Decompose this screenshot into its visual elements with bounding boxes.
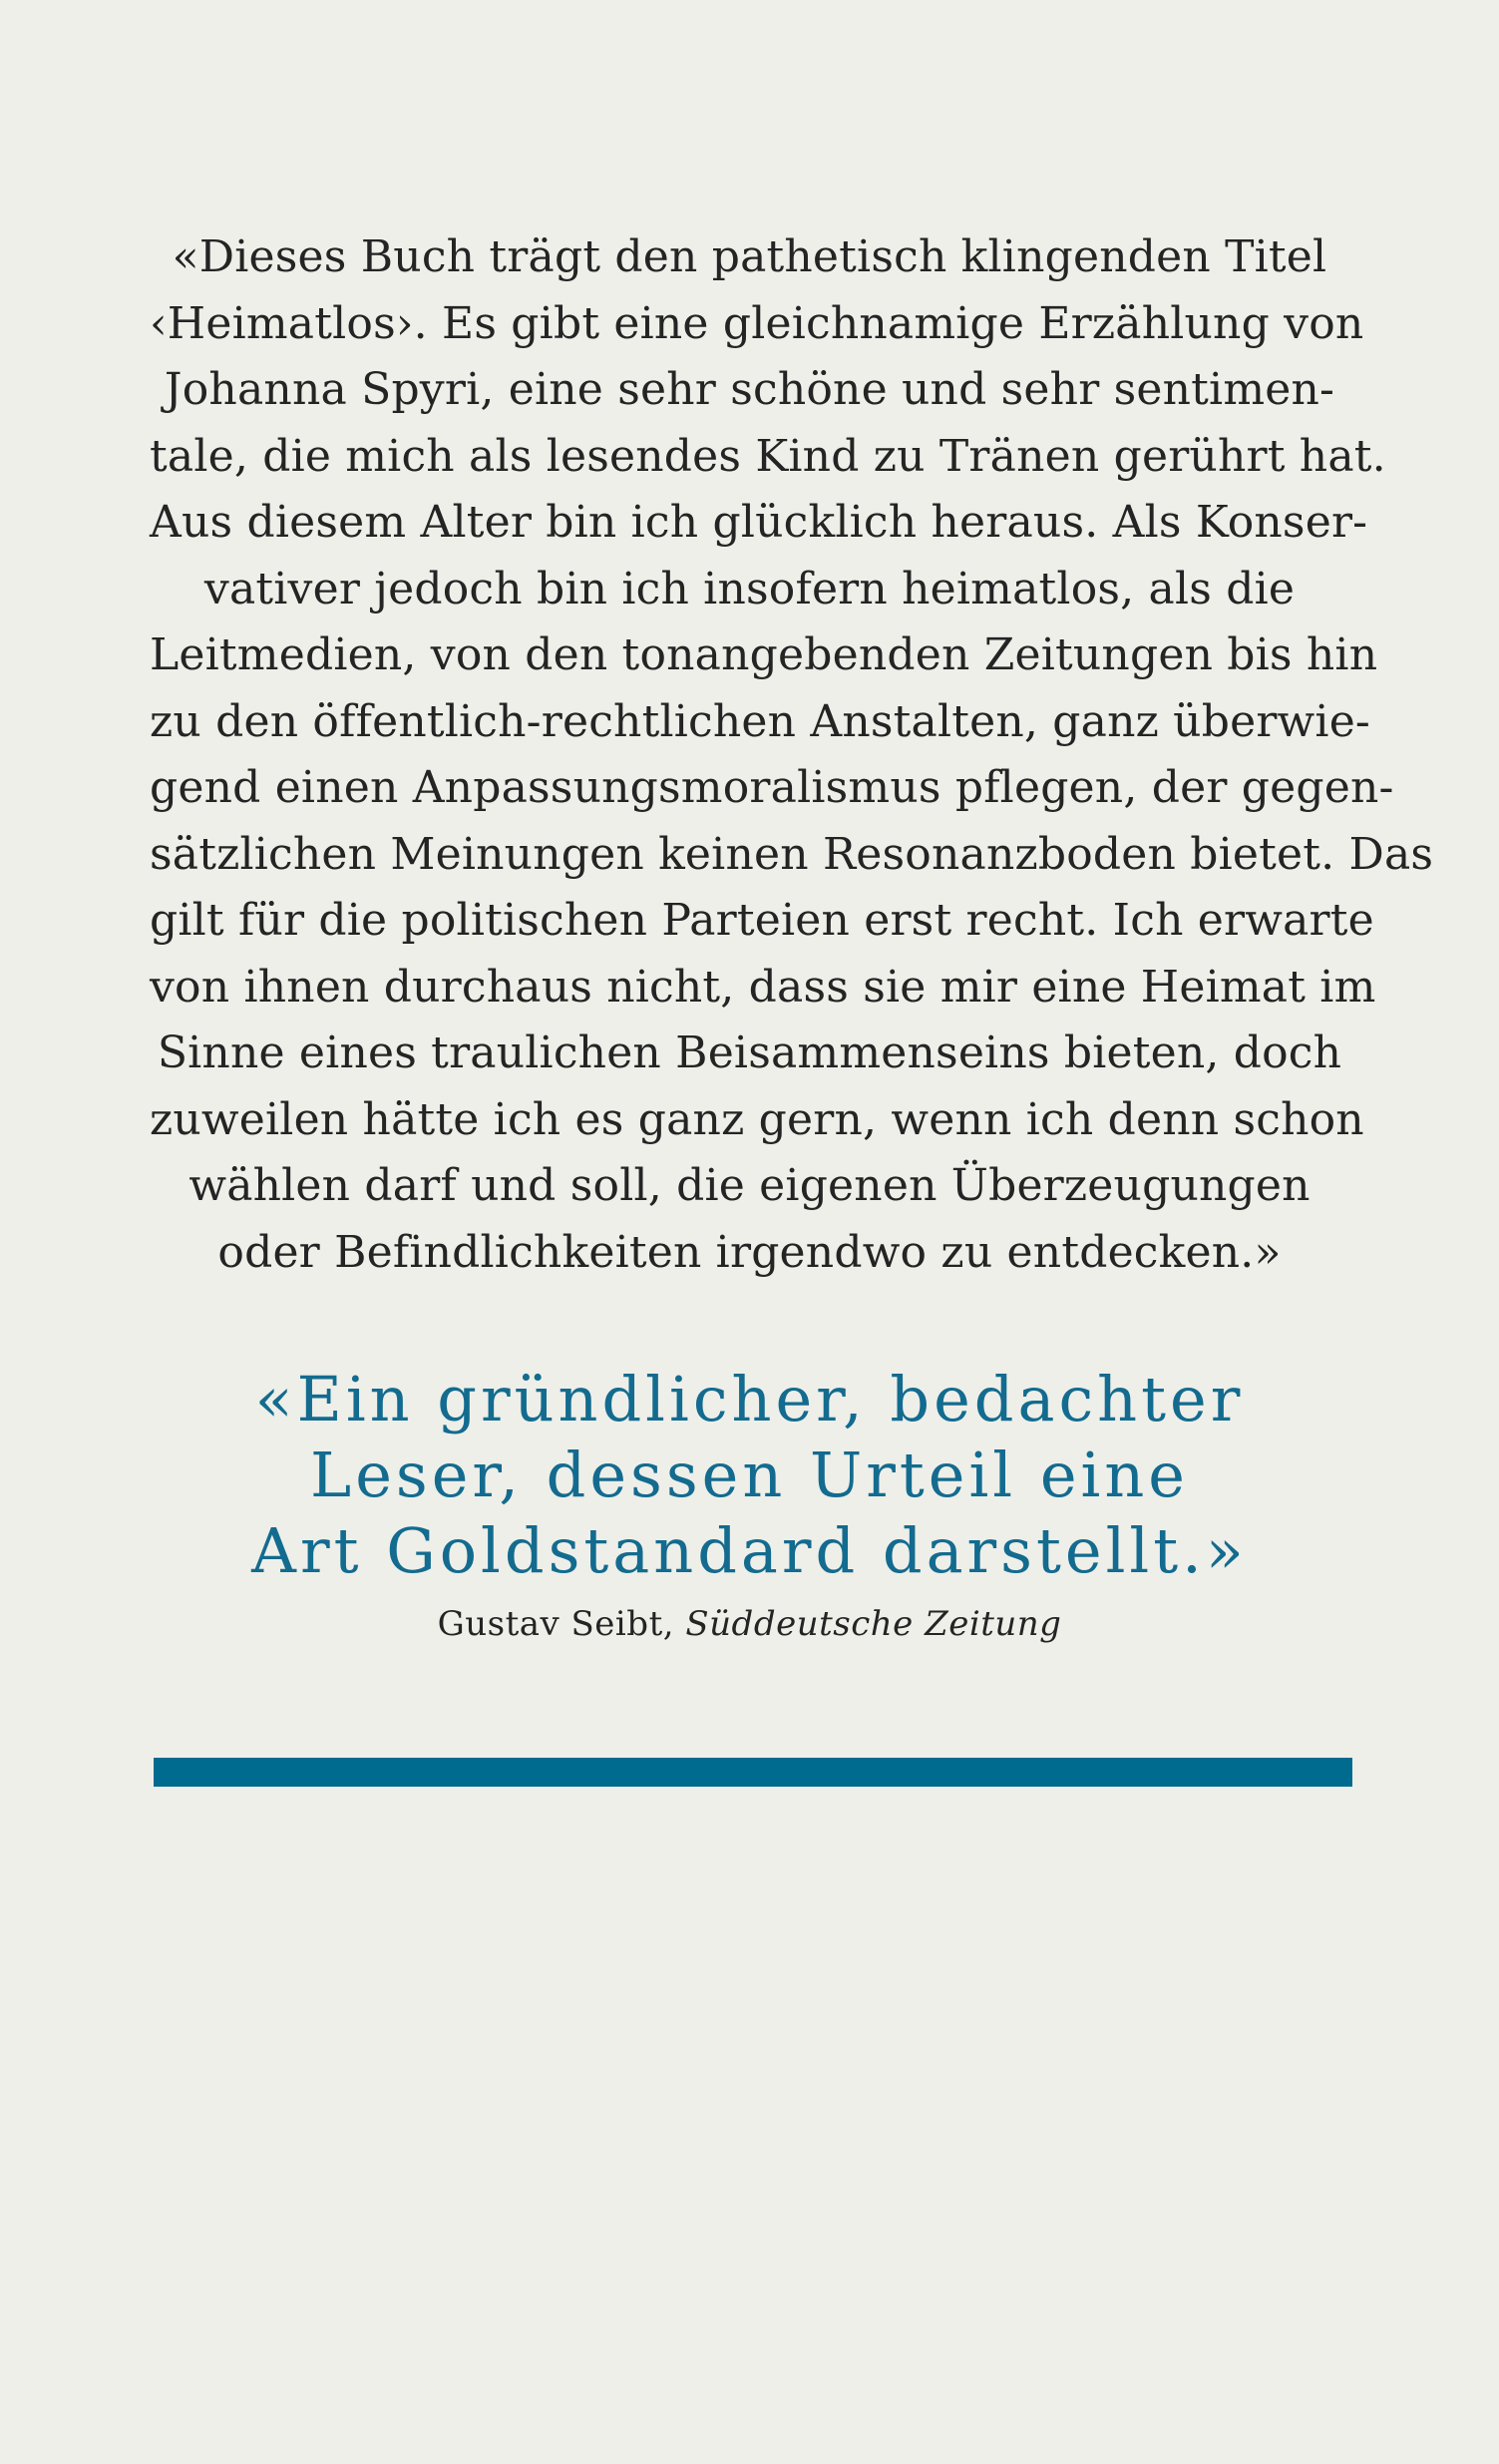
review-quote-line: Art Goldstandard darstellt.»: [251, 1514, 1248, 1587]
review-quote-line: Leser, dessen Urteil eine: [310, 1438, 1189, 1511]
review-quote-line: «Ein gründlicher, bedachter: [254, 1363, 1245, 1436]
blurb-line: «Dieses Buch trägt den pathetisch klingenden Titel: [172, 231, 1327, 282]
blurb-line: Leitmedien, von den tonangebenden Zeitungen bis hin: [150, 629, 1378, 680]
blurb-line: sätzlichen Meinungen keinen Resonanzboden bietet. Das: [150, 828, 1434, 880]
blurb-line: vativer jedoch bin ich insofern heimatlos, als die: [203, 563, 1296, 615]
attribution-author: Gustav Seibt,: [437, 1604, 675, 1644]
blurb-line: gend einen Anpassungsmoralismus pflegen, der gegen-: [150, 762, 1394, 813]
blurb-line: oder Befindlichkeiten irgendwo zu entdecken.»: [217, 1226, 1282, 1278]
blurb-line: Johanna Spyri, eine sehr schöne und sehr sentimen-: [164, 364, 1335, 415]
blurb-line: von ihnen durchaus nicht, dass sie mir eine Heimat im: [150, 961, 1376, 1013]
blurb-line: Sinne eines traulichen Beisammenseins bieten, doch: [157, 1027, 1342, 1078]
review-quote: [150, 1362, 1349, 1589]
attribution-publication: Süddeutsche Zeitung: [685, 1604, 1062, 1644]
quote-attribution: [150, 1600, 1349, 1648]
blurb-line: ‹Heimatlos›. Es gibt eine gleichnamige Erzählung von: [150, 297, 1364, 349]
blurb-line: gilt für die politischen Parteien erst recht. Ich erwarte: [150, 895, 1374, 946]
blurb-line: zu den öffentlich-rechtlichen Anstalten, ganz überwie-: [150, 695, 1371, 747]
publisher-blurb: [150, 224, 1434, 1286]
accent-rule: [154, 1758, 1352, 1787]
blurb-line: Aus diesem Alter bin ich glücklich heraus. Als Konser-: [150, 497, 1368, 548]
blurb-line: wählen darf und soll, die eigenen Überzeugungen: [188, 1160, 1311, 1211]
blurb-line: tale, die mich als lesendes Kind zu Tränen gerührt hat.: [150, 430, 1386, 482]
blurb-line: zuweilen hätte ich es ganz gern, wenn ich denn schon: [150, 1093, 1364, 1145]
